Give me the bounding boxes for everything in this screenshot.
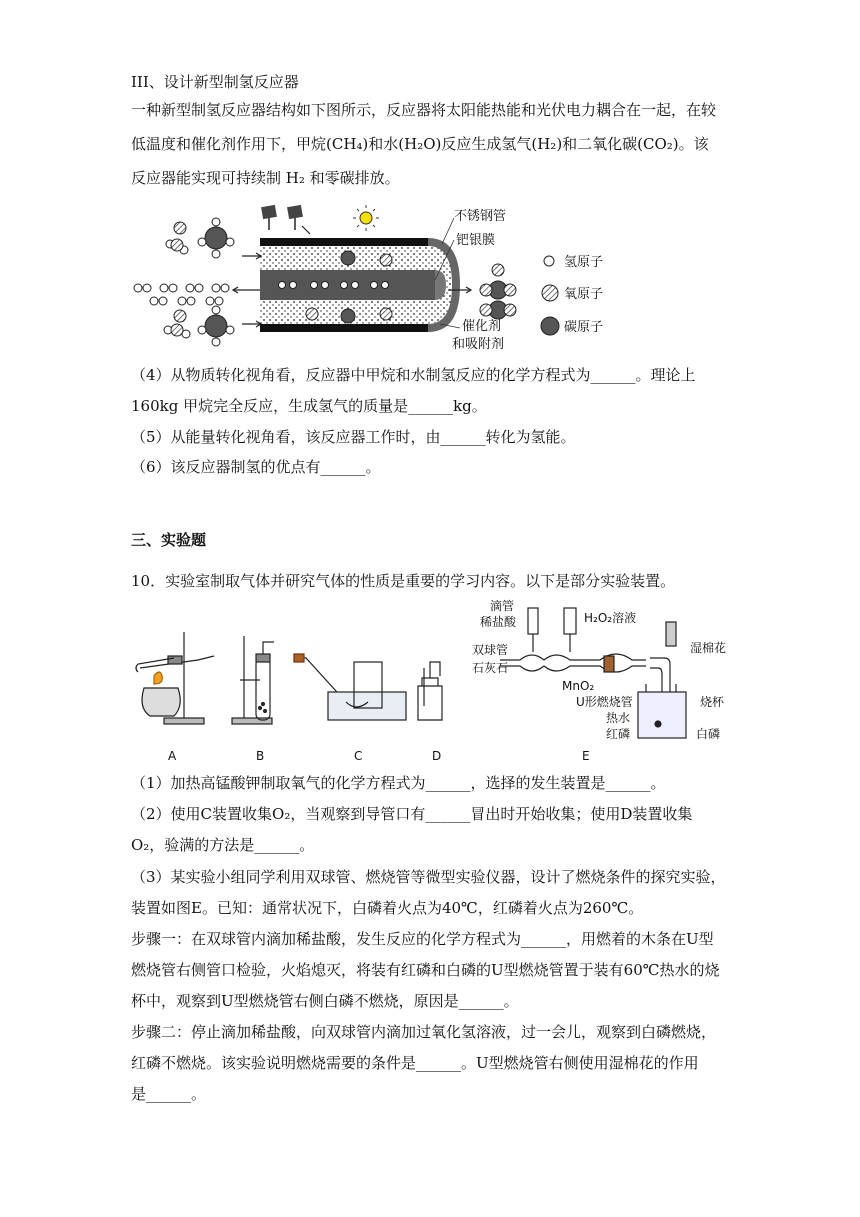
question-6: （6）该反应器制氢的优点有______。 xyxy=(131,458,381,476)
q10-2-line-1: （2）使用C装置收集O₂，当观察到导管口有______冒出时开始收集；使用D装置收集 xyxy=(131,805,693,823)
atom-legend xyxy=(541,255,603,335)
apparatus-e xyxy=(500,608,686,738)
apparatus-c xyxy=(294,654,406,720)
step2-line-1: 步骤二：停止滴加稀盐酸，向双球管内滴加过氧化氢溶液，过一会儿，观察到白磷燃烧， xyxy=(131,1023,717,1041)
apparatus-b xyxy=(232,636,274,724)
q10-3-line-1: （3）某实验小组同学利用双球管、燃烧管等微型实验仪器，设计了燃烧条件的探究实验， xyxy=(131,868,726,886)
label-u-tube: U形燃烧管 xyxy=(576,695,633,709)
label-dilute-hcl: 稀盐酸 xyxy=(480,615,517,629)
q10-2-line-2: O₂，验满的方法是______。 xyxy=(131,836,315,854)
intro-line-1: 一种新型制氢反应器结构如下图所示，反应器将太阳能热能和光伏电力耦合在一起，在较 xyxy=(131,101,717,119)
step2-line-2: 红磷不燃烧。该实验说明燃烧需要的条件是______。U型燃烧管右侧使用湿棉花的作用 xyxy=(131,1054,699,1072)
label-hot-water: 热水 xyxy=(606,711,631,725)
section-iii-heading: III、设计新型制氢反应器 xyxy=(131,73,299,91)
legend-oxygen: 氧原子 xyxy=(564,287,604,302)
label-a: A xyxy=(168,749,177,763)
legend-hydrogen: 氢原子 xyxy=(564,255,604,270)
reactor-diagram xyxy=(130,198,620,358)
step2-line-3: 是______。 xyxy=(131,1085,207,1103)
label-steel-tube: 不锈钢管 xyxy=(454,209,507,224)
label-adsorbent: 和吸附剂 xyxy=(452,337,505,352)
legend-carbon: 碳原子 xyxy=(564,320,604,335)
label-double-bulb: 双球管 xyxy=(472,643,509,657)
step1-line-2: 燃烧管右侧管口检验，火焰熄灭，将装有红磷和白磷的U型燃烧管置于装有60℃热水的烧 xyxy=(131,961,720,979)
q10-1: （1）加热高锰酸钾制取氧气的化学方程式为______，选择的发生装置是______。 xyxy=(131,774,666,792)
intro-line-3: 反应器能实现可持续制 H₂ 和零碳排放。 xyxy=(131,169,400,187)
question-5: （5）从能量转化视角看，该反应器工作时，由______转化为氢能。 xyxy=(131,428,576,446)
label-beaker: 烧杯 xyxy=(700,695,725,709)
solar-panel-icon xyxy=(261,205,310,234)
q10-3-line-2: 装置如图E。已知：通常状况下，白磷着火点为40℃，红磷着火点为260℃。 xyxy=(131,899,644,917)
question-4-line-1: （4）从物质转化视角看，反应器中甲烷和水制氢反应的化学方程式为______。理论上 xyxy=(131,366,696,384)
apparatus-d xyxy=(418,662,442,720)
step1-line-3: 杯中，观察到U型燃烧管右侧白磷不燃烧，原因是______。 xyxy=(131,992,519,1010)
section-three-heading: 三、实验题 xyxy=(131,531,207,549)
label-white-p: 白磷 xyxy=(696,727,721,741)
label-limestone: 石灰石 xyxy=(472,661,509,675)
label-e: E xyxy=(582,749,590,763)
question-4-line-2: 160kg 甲烷完全反应，生成氢气的质量是______kg。 xyxy=(131,397,487,415)
label-wet-cotton: 湿棉花 xyxy=(690,641,727,655)
label-mno2: MnO₂ xyxy=(562,679,595,693)
label-c: C xyxy=(354,749,363,763)
label-b: B xyxy=(256,749,265,763)
label-dropper: 滴管 xyxy=(490,599,515,613)
intro-line-2: 低温度和催化剂作用下，甲烷(CH₄)和水(H₂O)反应生成氢气(H₂)和二氧化碳(CO₂)。该 xyxy=(131,135,709,153)
apparatus-diagram xyxy=(128,596,768,768)
label-red-p: 红磷 xyxy=(606,727,631,741)
label-pd-ag-membrane: 钯银膜 xyxy=(456,233,496,248)
label-catalyst: 催化剂 xyxy=(462,319,502,334)
label-h2o2: H₂O₂溶液 xyxy=(584,611,637,625)
label-d: D xyxy=(432,749,442,763)
step1-line-1: 步骤一：在双球管内滴加稀盐酸，发生反应的化学方程式为______，用燃着的木条在U型 xyxy=(131,930,714,948)
sun-icon xyxy=(353,205,379,231)
apparatus-a xyxy=(136,632,214,724)
q10-intro: 10．实验室制取气体并研究气体的性质是重要的学习内容。以下是部分实验装置。 xyxy=(131,572,676,590)
